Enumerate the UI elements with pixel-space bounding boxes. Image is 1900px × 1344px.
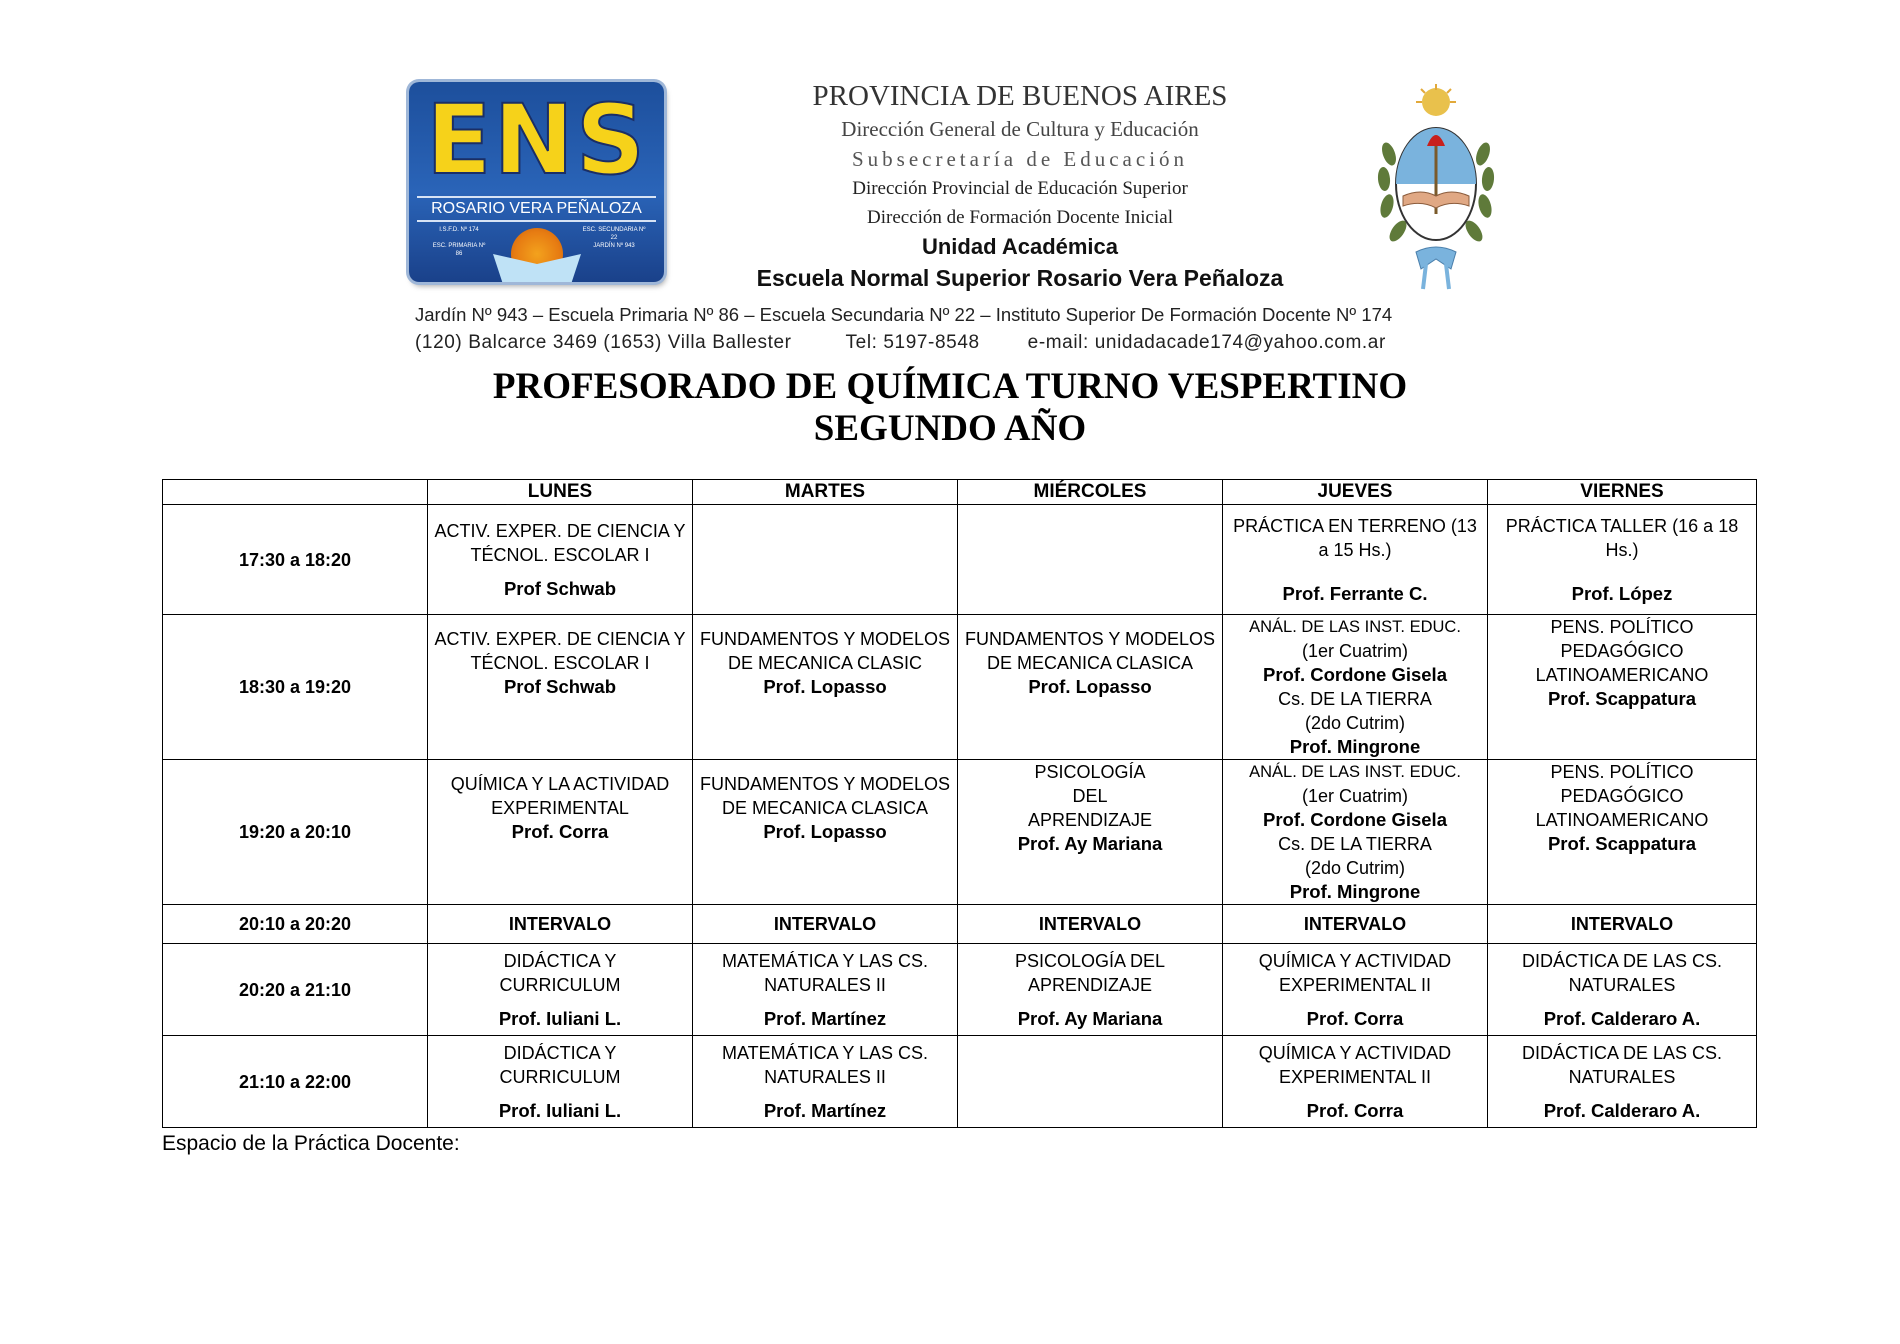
header-email: e-mail: unidadacade174@yahoo.com.ar bbox=[1027, 332, 1386, 353]
professor-label: Prof. Cordone Gisela bbox=[1262, 664, 1447, 685]
professor-label: Prof. Mingrone bbox=[1289, 881, 1421, 902]
professor-label: Prof. Lopasso bbox=[763, 821, 887, 842]
subject-label: DIDÁCTICA Y CURRICULUM bbox=[499, 950, 621, 995]
table-row bbox=[163, 615, 1757, 760]
header-direction-provincial: Dirección Provincial de Educación Superior bbox=[852, 178, 1188, 199]
header-cell-day: LUNES bbox=[428, 480, 693, 505]
class-cell-empty bbox=[958, 1036, 1223, 1128]
interval-cell: INTERVALO bbox=[958, 905, 1223, 944]
interval-cell: INTERVALO bbox=[428, 905, 693, 944]
subject-label: MATEMÁTICA Y LAS CS. NATURALES II bbox=[721, 1042, 929, 1087]
class-cell bbox=[428, 505, 693, 615]
professor-label: Prof. Ay Mariana bbox=[1017, 1007, 1163, 1029]
subject-label: QUÍMICA Y ACTIVIDAD EXPERIMENTAL II bbox=[1258, 1042, 1452, 1087]
subject-label: FUNDAMENTOS Y MODELOS DE MECANICA CLASICA bbox=[964, 629, 1216, 673]
ens-logo-subtitle: ROSARIO VERA PEÑALOZA bbox=[417, 196, 656, 222]
professor-label: Prof. Corra bbox=[1306, 1007, 1404, 1029]
professor-label: Prof. Lopasso bbox=[763, 676, 887, 697]
professor-label: Prof. Corra bbox=[511, 821, 609, 842]
header-cell-day: JUEVES bbox=[1223, 480, 1488, 505]
subject-label: PENS. POLÍTICO PEDAGÓGICO LATINOAMERICANO bbox=[1535, 762, 1709, 830]
subject-label: DIDÁCTICA Y CURRICULUM bbox=[499, 1042, 621, 1087]
class-cell bbox=[1223, 1036, 1488, 1128]
term-label: (1er Cuatrim) bbox=[1301, 641, 1408, 661]
term-label: (1er Cuatrim) bbox=[1301, 786, 1408, 806]
professor-label: Prof Schwab bbox=[503, 577, 617, 599]
header-direction-formacion: Dirección de Formación Docente Inicial bbox=[867, 207, 1173, 228]
professor-label: Prof. Cordone Gisela bbox=[1262, 809, 1447, 830]
subject-label: PENS. POLÍTICO PEDAGÓGICO LATINOAMERICANO bbox=[1535, 617, 1709, 685]
class-cell bbox=[1488, 1036, 1757, 1128]
table-header-row bbox=[163, 480, 1757, 505]
professor-label: Prof. Iuliani L. bbox=[498, 1007, 622, 1029]
schedule-table bbox=[162, 479, 1757, 1128]
table-row bbox=[163, 1036, 1757, 1128]
subject-label: MATEMÁTICA Y LAS CS. NATURALES II bbox=[721, 950, 929, 995]
subject-label: ACTIV. EXPER. DE CIENCIA Y TÉCNOL. ESCOLAR I bbox=[434, 520, 686, 565]
interval-cell: INTERVALO bbox=[1488, 905, 1757, 944]
ens-badge-jardin: JARDÍN Nº 943 bbox=[593, 243, 635, 249]
interval-cell: INTERVALO bbox=[693, 905, 958, 944]
class-cell bbox=[693, 760, 958, 905]
class-cell bbox=[958, 944, 1223, 1036]
professor-label: Prof. Corra bbox=[1306, 1099, 1404, 1121]
subject-label: PRÁCTICA EN TERRENO (13 a 15 Hs.) bbox=[1233, 515, 1477, 560]
professor-label: Prof. Martínez bbox=[763, 1007, 887, 1029]
class-cell bbox=[693, 944, 958, 1036]
professor-label: Prof. Scappatura bbox=[1547, 688, 1697, 709]
ens-badge-isfd: I.S.F.D. Nº 174 bbox=[439, 227, 479, 233]
professor-label: Prof. Scappatura bbox=[1547, 833, 1697, 854]
subject-label: QUÍMICA Y LA ACTIVIDAD EXPERIMENTAL bbox=[450, 774, 670, 818]
header-cell-day: MIÉRCOLES bbox=[958, 480, 1223, 505]
header-province: PROVINCIA DE BUENOS AIRES bbox=[812, 80, 1228, 112]
time-cell: 18:30 a 19:20 bbox=[163, 615, 428, 760]
subject-label: DIDÁCTICA DE LAS CS. NATURALES bbox=[1521, 950, 1723, 995]
subject-label: Cs. DE LA TIERRA bbox=[1278, 834, 1432, 854]
professor-label: Prof. Calderaro A. bbox=[1543, 1099, 1701, 1121]
class-cell bbox=[1223, 505, 1488, 615]
footer-note: Espacio de la Práctica Docente: bbox=[162, 1132, 460, 1155]
ens-logo bbox=[409, 82, 664, 282]
table-row-interval bbox=[163, 905, 1757, 944]
time-cell: 21:10 a 22:00 bbox=[163, 1036, 428, 1128]
professor-label: Prof. Calderaro A. bbox=[1543, 1007, 1701, 1029]
header-unidad-academica: Unidad Académica bbox=[921, 234, 1119, 259]
header-address: (120) Balcarce 3469 (1653) Villa Ballester bbox=[415, 332, 792, 353]
table-row bbox=[163, 505, 1757, 615]
page-subtitle: SEGUNDO AÑO bbox=[813, 408, 1087, 449]
term-label: (2do Cutrim) bbox=[1304, 858, 1406, 878]
time-cell: 20:10 a 20:20 bbox=[163, 905, 428, 944]
class-cell bbox=[958, 615, 1223, 760]
header-phone: Tel: 5197-8548 bbox=[845, 332, 980, 353]
class-cell bbox=[428, 615, 693, 760]
professor-label: Prof. Mingrone bbox=[1289, 736, 1421, 757]
class-cell bbox=[1223, 944, 1488, 1036]
national-coat-of-arms-icon bbox=[1371, 84, 1501, 294]
term-label: (2do Cutrim) bbox=[1304, 713, 1406, 733]
professor-label: Prof. Martínez bbox=[763, 1099, 887, 1121]
header-cell-empty bbox=[163, 480, 428, 505]
time-cell: 20:20 a 21:10 bbox=[163, 944, 428, 1036]
header-subsecretaria: Subsecretaría de Educación bbox=[851, 147, 1189, 171]
subject-label: FUNDAMENTOS Y MODELOS DE MECANICA CLASIC bbox=[699, 629, 951, 673]
professor-label: Prof. Lopasso bbox=[1028, 676, 1152, 697]
professor-label: Prof. Iuliani L. bbox=[498, 1099, 622, 1121]
subject-label: ACTIV. EXPER. DE CIENCIA Y TÉCNOL. ESCOLAR I bbox=[434, 629, 686, 673]
subject-label: DIDÁCTICA DE LAS CS. NATURALES bbox=[1521, 1042, 1723, 1087]
header-escuela: Escuela Normal Superior Rosario Vera Peñaloza bbox=[756, 265, 1284, 291]
subject-label: PSICOLOGÍA DEL APRENDIZAJE bbox=[1027, 762, 1153, 830]
header-institutions: Jardín Nº 943 – Escuela Primaria Nº 86 – Escuela Secundaria Nº 22 – Instituto Superior De Formación Docente Nº 174 bbox=[415, 304, 1393, 325]
class-cell bbox=[428, 760, 693, 905]
class-cell bbox=[1488, 944, 1757, 1036]
class-cell bbox=[1223, 760, 1488, 905]
professor-label: Prof. López bbox=[1571, 582, 1673, 604]
subject-label: ANÁL. DE LAS INST. EDUC. bbox=[1249, 763, 1461, 781]
professor-label: Prof Schwab bbox=[503, 676, 617, 697]
subject-label: QUÍMICA Y ACTIVIDAD EXPERIMENTAL II bbox=[1258, 950, 1452, 995]
ens-badge-secundaria: ESC. SECUNDARIA Nº 22 bbox=[582, 227, 646, 241]
time-cell: 19:20 a 20:10 bbox=[163, 760, 428, 905]
header-cell-day: VIERNES bbox=[1488, 480, 1757, 505]
class-cell bbox=[428, 944, 693, 1036]
class-cell bbox=[1223, 615, 1488, 760]
time-cell: 17:30 a 18:20 bbox=[163, 505, 428, 615]
subject-label: Cs. DE LA TIERRA bbox=[1278, 689, 1432, 709]
interval-cell: INTERVALO bbox=[1223, 905, 1488, 944]
ens-logo-letters: ENS bbox=[425, 84, 648, 196]
header-direction-general: Dirección General de Cultura y Educación bbox=[841, 117, 1199, 141]
subject-label: PRÁCTICA TALLER (16 a 18 Hs.) bbox=[1505, 515, 1739, 560]
header-cell-day: MARTES bbox=[693, 480, 958, 505]
table-row bbox=[163, 944, 1757, 1036]
class-cell bbox=[1488, 505, 1757, 615]
header-contact bbox=[415, 332, 1386, 354]
class-cell bbox=[693, 615, 958, 760]
class-cell-empty bbox=[693, 505, 958, 615]
class-cell bbox=[428, 1036, 693, 1128]
professor-label: Prof. Ay Mariana bbox=[1017, 833, 1163, 854]
subject-label: FUNDAMENTOS Y MODELOS DE MECANICA CLASICA bbox=[699, 774, 951, 818]
professor-label: Prof. Ferrante C. bbox=[1282, 582, 1428, 604]
class-cell bbox=[958, 760, 1223, 905]
class-cell bbox=[693, 1036, 958, 1128]
subject-label: ANÁL. DE LAS INST. EDUC. bbox=[1249, 618, 1461, 636]
class-cell bbox=[1488, 615, 1757, 760]
class-cell bbox=[1488, 760, 1757, 905]
ens-badge-primaria: ESC. PRIMARIA Nº 86 bbox=[432, 243, 486, 257]
class-cell-empty bbox=[958, 505, 1223, 615]
table-row bbox=[163, 760, 1757, 905]
subject-label: PSICOLOGÍA DEL APRENDIZAJE bbox=[1014, 950, 1166, 995]
page-title: PROFESORADO DE QUÍMICA TURNO VESPERTINO bbox=[492, 366, 1408, 407]
